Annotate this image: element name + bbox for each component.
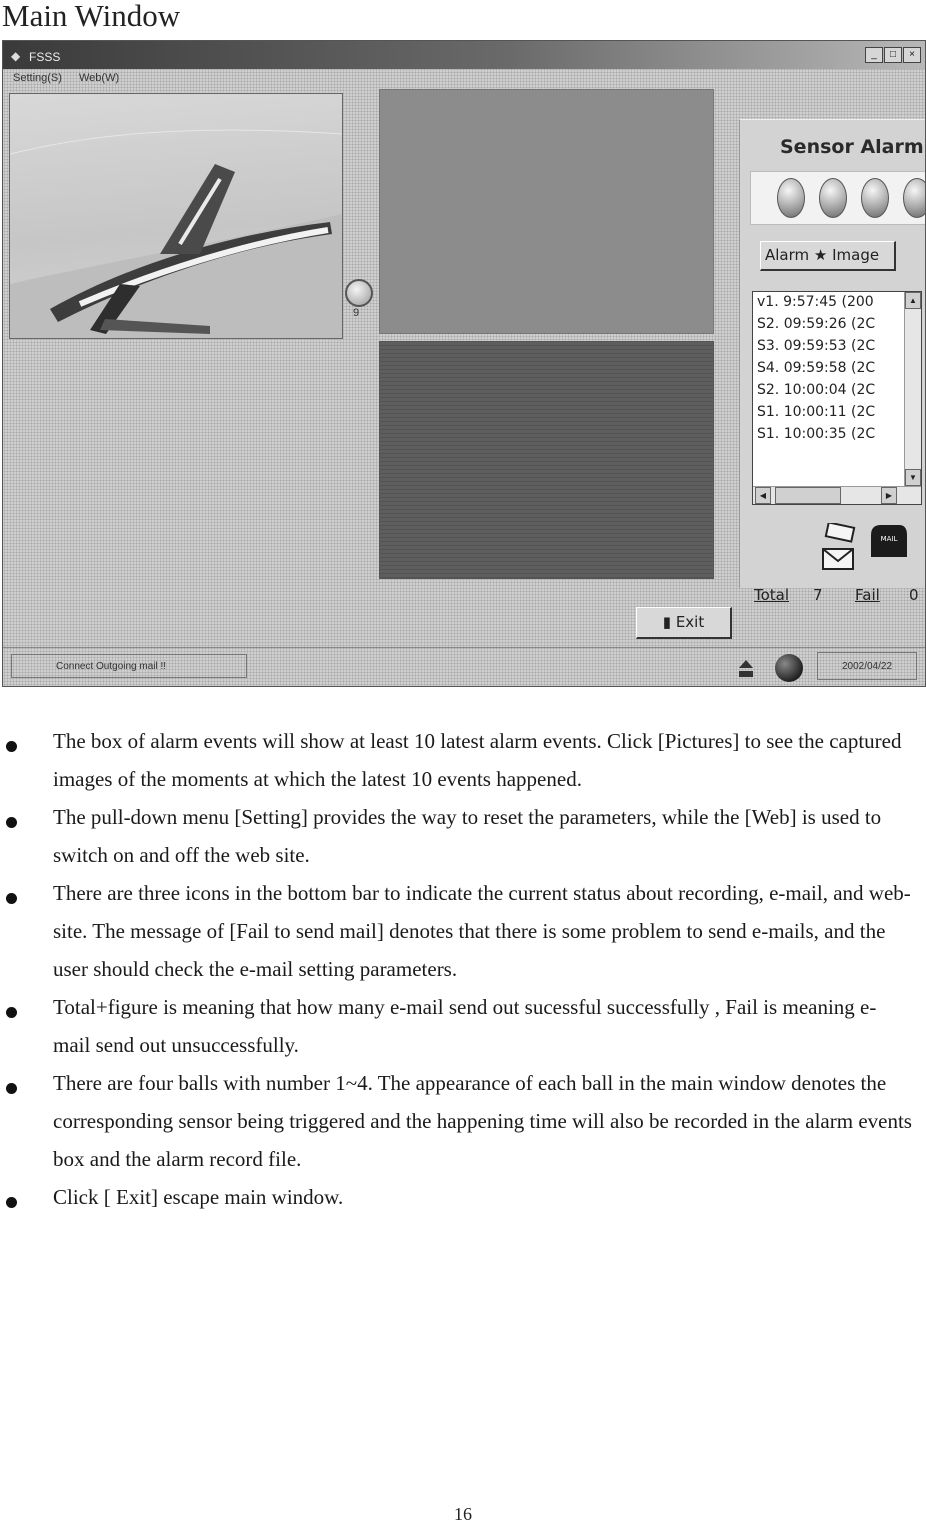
- menu-web[interactable]: Web(W): [79, 72, 120, 84]
- recording-status-icon: [735, 658, 757, 680]
- list-item-text: Click [ Exit] escape main window.: [53, 1185, 344, 1209]
- maximize-button[interactable]: □: [884, 47, 902, 63]
- scroll-up-icon[interactable]: ▲: [905, 292, 921, 309]
- mailbox-icon: [869, 523, 909, 557]
- app-diamond-icon: ◆: [11, 49, 21, 63]
- scroll-thumb[interactable]: [775, 487, 841, 504]
- sensor-ball-4: [903, 178, 926, 218]
- camera-number: 9: [352, 307, 360, 319]
- total-value: 7: [813, 586, 823, 604]
- bullet-dot-icon: [6, 1083, 17, 1094]
- event-row: S1. 10:00:35 (2C: [757, 426, 876, 442]
- scroll-down-icon[interactable]: ▼: [905, 469, 921, 486]
- status-message: Connect Outgoing mail !!: [11, 654, 247, 678]
- event-row: S2. 09:59:26 (2C: [757, 316, 876, 332]
- menu-setting[interactable]: Setting(S): [13, 72, 62, 84]
- alarm-image-button[interactable]: Alarm ★ Image: [760, 241, 896, 271]
- web-globe-icon: [775, 654, 803, 682]
- airplane-image: [10, 94, 342, 338]
- scroll-left-icon[interactable]: ◀: [755, 487, 771, 504]
- app-title: FSSS: [29, 50, 61, 64]
- mail-envelope-icon: [821, 523, 861, 571]
- sensor-ball-3: [861, 178, 889, 218]
- camera-view-1[interactable]: [379, 89, 714, 334]
- window-controls: [865, 47, 921, 63]
- page-heading: Main Window: [2, 0, 181, 33]
- bullet-dot-icon: [6, 817, 17, 828]
- status-bar: [3, 647, 925, 684]
- fail-value: 0: [909, 586, 919, 604]
- fail-label: Fail: [855, 586, 880, 604]
- vertical-scrollbar[interactable]: [904, 292, 921, 486]
- event-row: S4. 09:59:58 (2C: [757, 360, 876, 376]
- alarm-events-box[interactable]: [752, 291, 922, 505]
- event-row: S3. 09:59:53 (2C: [757, 338, 876, 354]
- status-date: 2002/04/22: [817, 652, 917, 680]
- total-label: Total: [754, 586, 790, 604]
- title-bar: [3, 41, 925, 69]
- camera-view-2[interactable]: [379, 341, 714, 579]
- close-button[interactable]: ×: [903, 47, 921, 63]
- horizontal-scrollbar[interactable]: [753, 486, 921, 504]
- menu-bar: [3, 69, 925, 89]
- bullet-dot-icon: [6, 893, 17, 904]
- bullet-dot-icon: [6, 741, 17, 752]
- app-window-screenshot: [2, 40, 926, 687]
- sensor-alarm-title: Sensor Alarm: [780, 136, 924, 158]
- sensor-ball-2: [819, 178, 847, 218]
- bullet-dot-icon: [6, 1197, 17, 1208]
- exit-door-icon: ▮: [662, 613, 672, 631]
- sensor-balls: [750, 171, 926, 225]
- event-row: v1. 9:57:45 (200: [757, 294, 874, 310]
- list-item-text: There are four balls with number 1~4. The appearance of each ball in the main window denotes the corresponding sensor being triggered and the happening time will also be recorded in the alarm events box and the alarm record file.: [53, 1071, 912, 1171]
- event-row: S1. 10:00:11 (2C: [757, 404, 876, 420]
- exit-button[interactable]: [636, 607, 732, 639]
- scroll-right-icon[interactable]: ▶: [881, 487, 897, 504]
- page-number: 16: [454, 1504, 472, 1524]
- camera-indicator-ball: [345, 279, 373, 307]
- bullet-dot-icon: [6, 1007, 17, 1018]
- camera-view-main[interactable]: [9, 93, 343, 339]
- list-item-text: The pull-down menu [Setting] provides the way to reset the parameters, while the [Web] is used to switch on and off the web site.: [53, 805, 882, 867]
- list-item-text: The box of alarm events will show at least 10 latest alarm events. Click [Pictures] to see the captured images of the moments at which the latest 10 events happened.: [53, 729, 902, 791]
- list-item-text: Total+figure is meaning that how many e-mail send out sucessful successfully , Fail is meaning e-mail send out unsuccessfully.: [53, 995, 877, 1057]
- mailbox-label: MAIL: [880, 535, 898, 543]
- event-row: S2. 10:00:04 (2C: [757, 382, 876, 398]
- sensor-ball-1: [777, 178, 805, 218]
- list-item-text: There are three icons in the bottom bar to indicate the current status about recording, e-mail, and web-site. The message of [Fail to send mail] denotes that there is some problem to send e-mails, and the user should check the e-mail setting parameters.: [53, 881, 911, 981]
- exit-label: Exit: [675, 613, 705, 631]
- minimize-button[interactable]: _: [865, 47, 883, 63]
